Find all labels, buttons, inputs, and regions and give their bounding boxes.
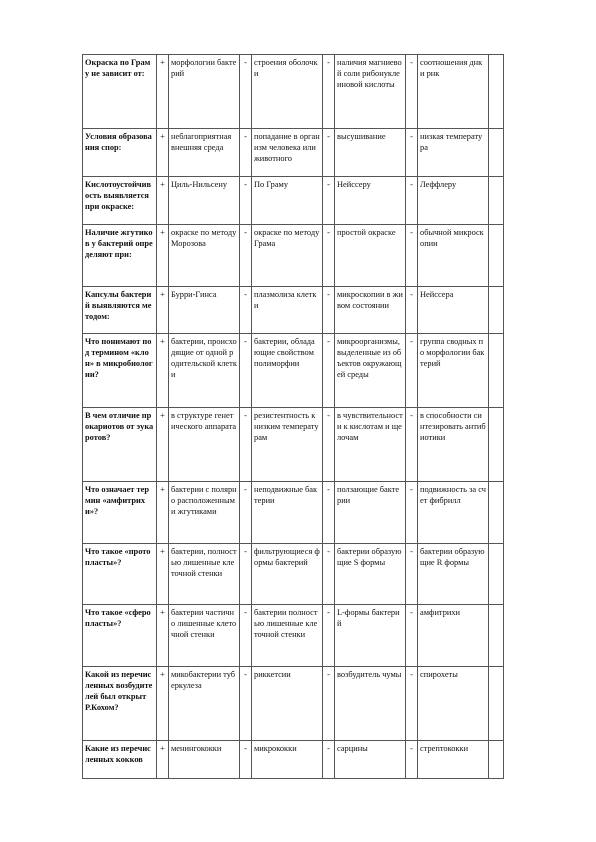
answer-sign: +	[157, 287, 169, 334]
answer-option: бактерии частично лишенные клеточной стенки	[169, 605, 240, 667]
empty-cell	[489, 482, 504, 544]
answer-option: Циль-Нильсену	[169, 177, 240, 225]
answer-sign: -	[323, 408, 335, 482]
answer-option: в способности синтезировать антибиотики	[418, 408, 489, 482]
question-text: Что такое «сферопласты»?	[83, 605, 157, 667]
answer-option: спирохеты	[418, 667, 489, 741]
question-text: Кислотоустойчивость выявляется при окраске:	[83, 177, 157, 225]
answer-sign: +	[157, 605, 169, 667]
answer-option: неподвижные бактерии	[252, 482, 323, 544]
answer-option: бактерии образующие S формы	[335, 544, 406, 605]
answer-option: наличия магниевой соли рибонуклеиновой кислоты	[335, 55, 406, 129]
answer-sign: -	[323, 605, 335, 667]
answer-option: резистентность к низким температурам	[252, 408, 323, 482]
answer-option: Нейссера	[418, 287, 489, 334]
answer-sign: -	[323, 177, 335, 225]
answer-option: L-формы бактерий	[335, 605, 406, 667]
empty-cell	[489, 55, 504, 129]
answer-option: группа сводных по морфологии бактерий	[418, 334, 489, 408]
question-row	[83, 482, 504, 544]
answer-sign: -	[240, 605, 252, 667]
answer-sign: -	[240, 287, 252, 334]
question-row	[83, 667, 504, 741]
empty-cell	[489, 741, 504, 779]
answer-sign: -	[406, 225, 418, 287]
answer-sign: +	[157, 334, 169, 408]
question-row	[83, 408, 504, 482]
answer-sign: -	[406, 741, 418, 779]
answer-sign: -	[323, 741, 335, 779]
answer-option: Бурри-Гинса	[169, 287, 240, 334]
answer-sign: +	[157, 55, 169, 129]
question-text: Капсулы бактерий выявляются методом:	[83, 287, 157, 334]
answer-option: окраске по методу Грама	[252, 225, 323, 287]
question-row	[83, 544, 504, 605]
answer-sign: -	[406, 334, 418, 408]
answer-option: подвижность за счет фибрилл	[418, 482, 489, 544]
answer-option: микроорганизмы, выделенные из объектов окружающей среды	[335, 334, 406, 408]
answer-option: бактерии, происходящие от одной родительской клетки	[169, 334, 240, 408]
question-row	[83, 177, 504, 225]
answer-sign: -	[406, 177, 418, 225]
question-text: Что такое «протопласты»?	[83, 544, 157, 605]
answer-option: низкая температура	[418, 129, 489, 177]
question-text: Какие из перечисленных кокков	[83, 741, 157, 779]
answer-option: бактерии, обладающие свойством полиморфии	[252, 334, 323, 408]
answer-sign: -	[323, 334, 335, 408]
answer-option: в структуре генетического аппарата	[169, 408, 240, 482]
question-row	[83, 55, 504, 129]
answer-sign: +	[157, 225, 169, 287]
answer-option: бактерии полностью лишенные клеточной стенки	[252, 605, 323, 667]
question-text: Что понимают под термином «клон» в микробиологии?	[83, 334, 157, 408]
empty-cell	[489, 544, 504, 605]
answer-option: морфологии бактерий	[169, 55, 240, 129]
answer-option: бактерии, полностью лишенные клеточной стенки	[169, 544, 240, 605]
answer-sign: +	[157, 482, 169, 544]
answer-option: микроскопии в живом состоянии	[335, 287, 406, 334]
answer-sign: -	[323, 482, 335, 544]
answer-sign: -	[240, 177, 252, 225]
answer-sign: -	[240, 225, 252, 287]
empty-cell	[489, 225, 504, 287]
answer-option: плазмолиза клетки	[252, 287, 323, 334]
question-row	[83, 334, 504, 408]
answer-sign: +	[157, 544, 169, 605]
answer-sign: -	[406, 605, 418, 667]
answer-sign: -	[240, 667, 252, 741]
answer-sign: -	[323, 544, 335, 605]
answer-sign: +	[157, 667, 169, 741]
answer-sign: -	[406, 544, 418, 605]
answer-sign: -	[323, 225, 335, 287]
answer-option: попадание в организм человека или животного	[252, 129, 323, 177]
answer-option: фильтрующиеся формы бактерий	[252, 544, 323, 605]
question-row	[83, 129, 504, 177]
empty-cell	[489, 177, 504, 225]
question-text: Что означает термин «амфитрихи»?	[83, 482, 157, 544]
answer-option: обычной микроскопии	[418, 225, 489, 287]
answer-sign: -	[323, 287, 335, 334]
answer-option: неблагоприятная внешняя среда	[169, 129, 240, 177]
answer-sign: -	[240, 55, 252, 129]
answer-option: амфитрихи	[418, 605, 489, 667]
answer-sign: -	[323, 55, 335, 129]
empty-cell	[489, 408, 504, 482]
answer-sign: -	[240, 482, 252, 544]
answer-option: микрококки	[252, 741, 323, 779]
question-text: Наличие жгутиков у бактерий определяют при:	[83, 225, 157, 287]
answer-sign: -	[240, 129, 252, 177]
answer-sign: +	[157, 408, 169, 482]
answer-sign: -	[406, 55, 418, 129]
question-text: Условия образования спор:	[83, 129, 157, 177]
answer-sign: -	[323, 129, 335, 177]
question-row	[83, 741, 504, 779]
answer-option: Нейссеру	[335, 177, 406, 225]
answer-option: стрептококки	[418, 741, 489, 779]
answer-option: высушивание	[335, 129, 406, 177]
empty-cell	[489, 334, 504, 408]
answer-sign: -	[406, 482, 418, 544]
answer-option: строения оболочки	[252, 55, 323, 129]
answer-option: бактерии с полярно расположенными жгутиками	[169, 482, 240, 544]
answer-sign: -	[240, 408, 252, 482]
answer-option: сарцины	[335, 741, 406, 779]
answer-sign: -	[406, 408, 418, 482]
question-text: Окраска по Граму не зависит от:	[83, 55, 157, 129]
question-row	[83, 225, 504, 287]
answer-sign: -	[406, 667, 418, 741]
answer-option: риккетсии	[252, 667, 323, 741]
answer-option: ползающие бактерии	[335, 482, 406, 544]
question-row	[83, 287, 504, 334]
answer-sign: -	[240, 544, 252, 605]
empty-cell	[489, 129, 504, 177]
answer-option: По Граму	[252, 177, 323, 225]
question-text: В чем отличие прокариотов от эукаротов?	[83, 408, 157, 482]
answer-sign: -	[240, 741, 252, 779]
answer-option: бактерии образующие R формы	[418, 544, 489, 605]
answer-sign: +	[157, 129, 169, 177]
question-row	[83, 605, 504, 667]
answer-option: возбудитель чумы	[335, 667, 406, 741]
answer-option: соотношения днк и рнк	[418, 55, 489, 129]
answer-option: микобактерии туберкулеза	[169, 667, 240, 741]
empty-cell	[489, 605, 504, 667]
answer-sign: -	[406, 129, 418, 177]
answer-sign: -	[240, 334, 252, 408]
quiz-table	[82, 54, 504, 779]
empty-cell	[489, 667, 504, 741]
answer-sign: -	[406, 287, 418, 334]
answer-option: в чувствительности к кислотам и щелочам	[335, 408, 406, 482]
answer-option: Леффлеру	[418, 177, 489, 225]
answer-sign: +	[157, 741, 169, 779]
empty-cell	[489, 287, 504, 334]
answer-sign: +	[157, 177, 169, 225]
answer-option: окраске по методу Морозова	[169, 225, 240, 287]
answer-sign: -	[323, 667, 335, 741]
answer-option: менингококки	[169, 741, 240, 779]
answer-option: простой окраске	[335, 225, 406, 287]
question-text: Какой из перечисленных возбудителей был открыт Р.Кохом?	[83, 667, 157, 741]
